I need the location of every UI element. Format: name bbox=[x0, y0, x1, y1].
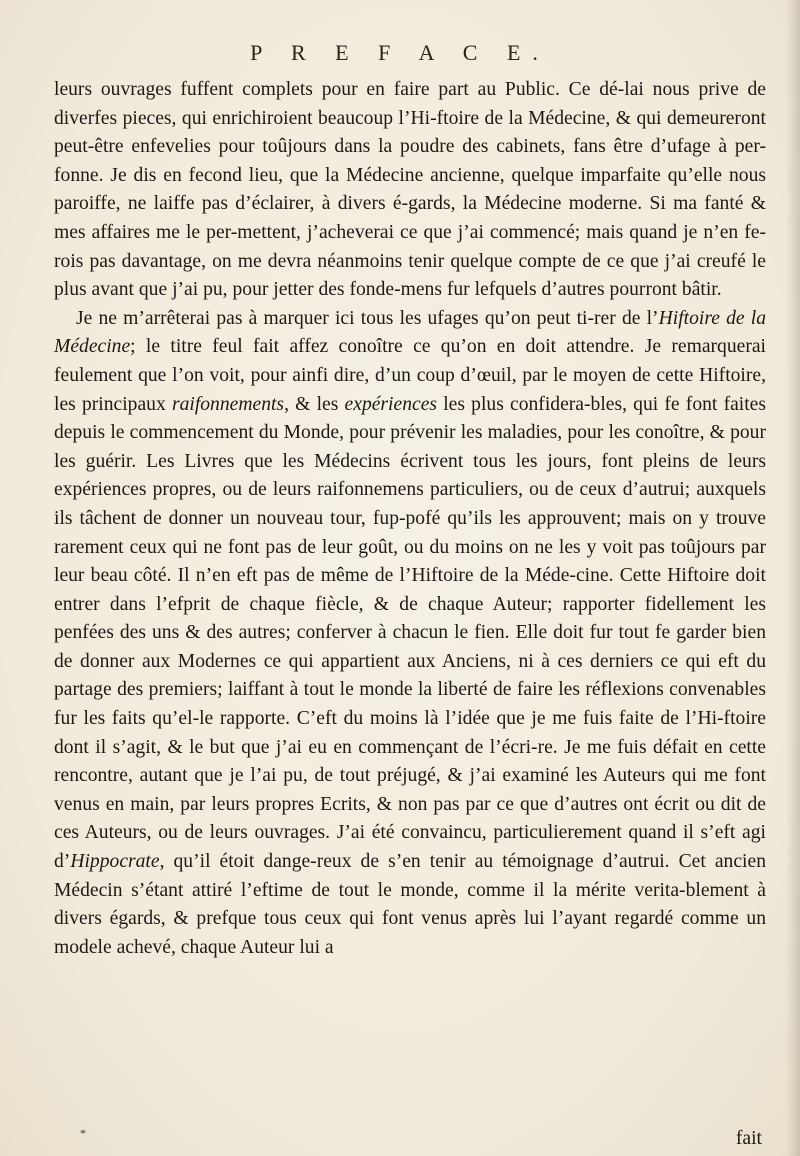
text-run: , qu’il étoit dange-reux de s’en tenir au témoignage d’autrui. Cet ancien Médecin s’étant attiré l’eftime de tout le monde, comme il la mérite verita-blement à divers égards, & prefque tous ceux qui font venus après lui l’ayant regardé comme un modele achevé, chaque Auteur lui a bbox=[54, 851, 766, 958]
text-run: ; le titre feul fait affez conoître ce qu’on en doit attendre. Je remarquerai feulement que l’on voit, pour ainfi dire, d’un coup d’œuil, par le moyen de cette Hiftoire, les principaux bbox=[54, 336, 766, 415]
page-edge-shadow bbox=[786, 0, 800, 1156]
text-run: , & les bbox=[284, 393, 345, 415]
running-head: P R E F A C E. bbox=[250, 40, 550, 65]
italic-term: Hiftoire de la Médecine bbox=[54, 307, 766, 358]
body-text bbox=[54, 76, 766, 962]
text-run: les plus confidera-bles, qui fe font faites depuis le commencement du Monde, pour prévenir les maladies, pour les conoître, & pour les guérir. Les Livres que les Médecins écrivent tous les jours, font pleins de leurs expériences propres, ou de leurs raifonnemens particuliers, ou de ceux d’autrui; auxquels ils tâchent de donner un nouveau tour, fup-pofé qu’ils les approuvent; mais on y trouve rarement ceux qui ne font pas de leur goût, ou du moins on ne les y voit pas toûjours par leur beau côté. Il n’en eft pas de même de l’Hiftoire de la Méde-cine. Cette Hiftoire doit entrer dans l’efprit de chaque fiècle, & de chaque Auteur; rapporter fidellement les penfées des uns & des autres; conferver à chacun le fien. Elle doit fur tout fe garder bien de donner aux Modernes ce qui appartient aux Anciens, ni à ces derniers ce qui eft du partage des premiers; laiffant à tout le monde la liberté de faire les réflexions convenables fur les faits qu’el-le rapporte. C’eft du moins là l’idée que je me fuis faite de l’Hi-ftoire dont il s’agit, & le but que j’ai eu en commençant de l’écri-re. Je me fuis défait en cette rencontre, autant que je l’ai pu, de tout préjugé, & j’ai examiné les Auteurs qui me font venus en main, par leurs propres Ecrits, & non pas par ce que d’autres ont écrit ou dit de ces Auteurs, ou de leurs ouvrages. J’ai été convaincu, particulierement quand il s’eft agi d’ bbox=[54, 393, 766, 873]
catchword: fait bbox=[735, 1128, 762, 1149]
italic-term: raifonnements bbox=[171, 393, 285, 415]
paragraph-2 bbox=[54, 305, 766, 963]
text-run: leurs ouvrages fuffent complets pour en faire part au Public. Ce dé-lai nous prive de diverfes pieces, qui enrichiroient beaucoup l’Hi-ftoire de la Médecine, & qui demeureront peut-être enfevelies pour toûjours dans la poudre des cabinets, fans être d’ufage à per-fonne. Je dis en fecond lieu, que la Médecine ancienne, quelque imparfaite qu’elle nous paroiffe, ne laiffe pas d’éclairer, à divers é-gards, la Médecine moderne. Si ma fanté & mes affaires me le per-mettent, j’acheverai ce que j’ai commencé; mais quand je n’en fe-rois pas davantage, on me devra néanmoins tenir quelque compte de ce que j’ai creufé le plus avant que j’ai pu, pour jetter des fonde-mens fur lefquels d’autres pourront bâtir. bbox=[54, 79, 766, 301]
text-run: Je ne m’arrêterai pas à marquer ici tous les ufages qu’on peut ti-rer de l’ bbox=[76, 307, 659, 329]
signature-mark: * bbox=[80, 1126, 86, 1140]
italic-term: Hippocrate bbox=[70, 851, 160, 873]
paragraph-1 bbox=[54, 76, 766, 305]
italic-term: expériences bbox=[344, 393, 438, 415]
